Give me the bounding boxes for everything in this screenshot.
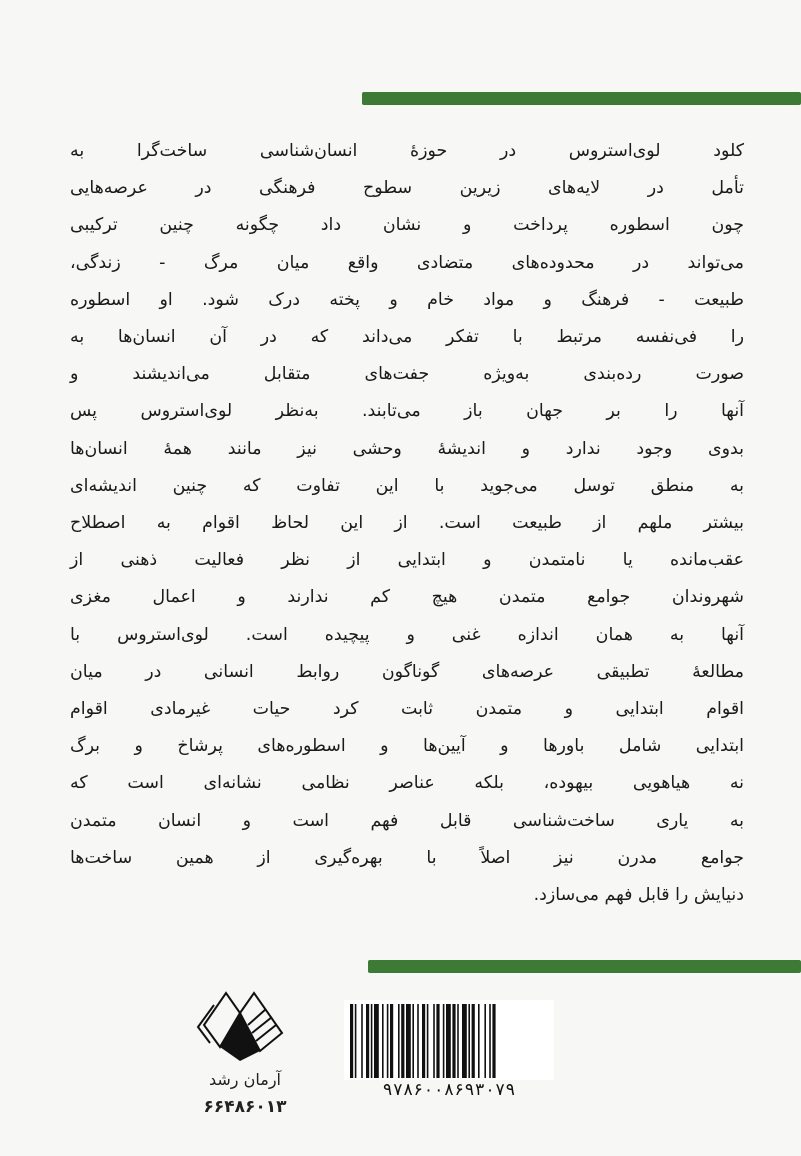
blurb-line: دنیایش را قابل فهم می‌سازد.	[533, 885, 744, 906]
blurb-line: آنها را بر جهان باز می‌تابند. به‌نظر لوی‌استروس پس	[70, 401, 744, 422]
publisher-book-logo-icon	[190, 985, 290, 1065]
blurb-line: چون اسطوره پرداخت و نشان داد چگونه چنین ترکیبی	[70, 215, 744, 236]
barcode-bar	[398, 1004, 400, 1078]
barcode-bar	[390, 1004, 393, 1078]
barcode-bar	[462, 1004, 467, 1078]
blurb-line: صورت رده‌بندی به‌ویژه جفت‌های متقابل می‌اندیشند و	[70, 364, 744, 385]
bottom-green-rule	[368, 960, 801, 973]
barcode-digits: ۹۷۸۶۰۰۸۶۹۳۰۷۹	[382, 1080, 516, 1100]
barcode-bar	[457, 1004, 459, 1078]
blurb-line: اقوام ابتدایی و متمدن ثابت کرد حیات غیرمادی اقوام	[70, 699, 744, 720]
barcode-bar	[422, 1004, 425, 1078]
barcode-bar	[417, 1004, 419, 1078]
barcode-bar	[374, 1004, 379, 1078]
barcode-bar	[406, 1004, 411, 1078]
barcode-bar	[366, 1004, 369, 1078]
barcode-bar	[412, 1004, 414, 1078]
barcode-bar	[443, 1004, 445, 1078]
blurb-line: آنها به همان اندازه غنی و پیچیده است. لوی‌استروس با	[70, 624, 744, 645]
barcode-bar	[427, 1004, 429, 1078]
back-cover-blurb	[70, 133, 744, 914]
blurb-line: به منطق توسل می‌جوید با این تفاوت که چنین اندیشه‌ای	[70, 475, 744, 496]
blurb-line: نه هیاهویی بیهوده، بلکه عناصر نظامی نشانه‌ای است که	[70, 773, 744, 794]
blurb-line: کلود لوی‌استروس در حوزهٔ انسان‌شناسی ساخت‌گرا به	[70, 141, 744, 161]
blurb-line: طبیعت - فرهنگ و مواد خام و پخته درک شود. او اسطوره	[70, 289, 744, 310]
barcode-bar	[436, 1004, 439, 1078]
barcode-bar	[361, 1004, 363, 1078]
blurb-line: را فی‌نفسه مرتبط با تفکر می‌داند که در آن انسان‌ها به	[70, 327, 744, 348]
blurb-line: بدوی وجود ندارد و اندیشهٔ وحشی نیز مانند همهٔ انسان‌ها	[70, 438, 744, 459]
blurb-line: عقب‌مانده یا نامتمدن و ابتدایی از نظر فعالیت ذهنی از	[70, 550, 744, 571]
barcode-bar	[401, 1004, 404, 1078]
barcode-bar	[468, 1004, 470, 1078]
barcode-bar	[382, 1004, 384, 1078]
barcode-bar	[433, 1004, 435, 1078]
isbn-barcode	[344, 1000, 554, 1080]
blurb-line: به یاری ساخت‌شناسی قابل فهم است و انسان متمدن	[70, 810, 744, 831]
barcode-bar	[489, 1004, 491, 1078]
barcode-bar	[484, 1004, 486, 1078]
blurb-line: جوامع مدرن نیز اصلاً با بهره‌گیری از همین ساخت‌ها	[70, 847, 744, 868]
blurb-line: می‌تواند در محدوده‌های متضادی واقع میان مرگ - زندگی،	[70, 252, 744, 273]
blurb-line: مطالعهٔ تطبیقی عرصه‌های گوناگون روابط انسانی در میان	[70, 661, 744, 682]
barcode-bar	[355, 1004, 357, 1078]
barcode-bar	[387, 1004, 389, 1078]
top-green-rule	[362, 92, 801, 105]
blurb-line: شهروندان جوامع متمدن هیچ کم ندارند و اعمال مغزی	[70, 587, 744, 608]
blurb-line: تأمل در لایه‌های زیرین سطوح فرهنگی در عرصه‌هایی	[70, 178, 744, 199]
barcode-bar	[350, 1004, 353, 1078]
blurb-line: بیشتر ملهم از طبیعت است. از این لحاظ اقوام به اصطلاح	[70, 513, 744, 534]
barcode-bar	[371, 1004, 373, 1078]
blurb-line: ابتدایی شامل باورها و آیین‌ها و اسطوره‌های پرشاخ و برگ	[70, 736, 744, 757]
barcode-bar	[446, 1004, 451, 1078]
catalog-number: ۶۶۴۸۶۰۱۳	[203, 1097, 287, 1117]
barcode-bar	[492, 1004, 495, 1078]
barcode-bar	[472, 1004, 475, 1078]
barcode-bar	[452, 1004, 455, 1078]
publisher-name: آرمان رشد	[209, 1070, 281, 1089]
barcode-bar	[478, 1004, 480, 1078]
